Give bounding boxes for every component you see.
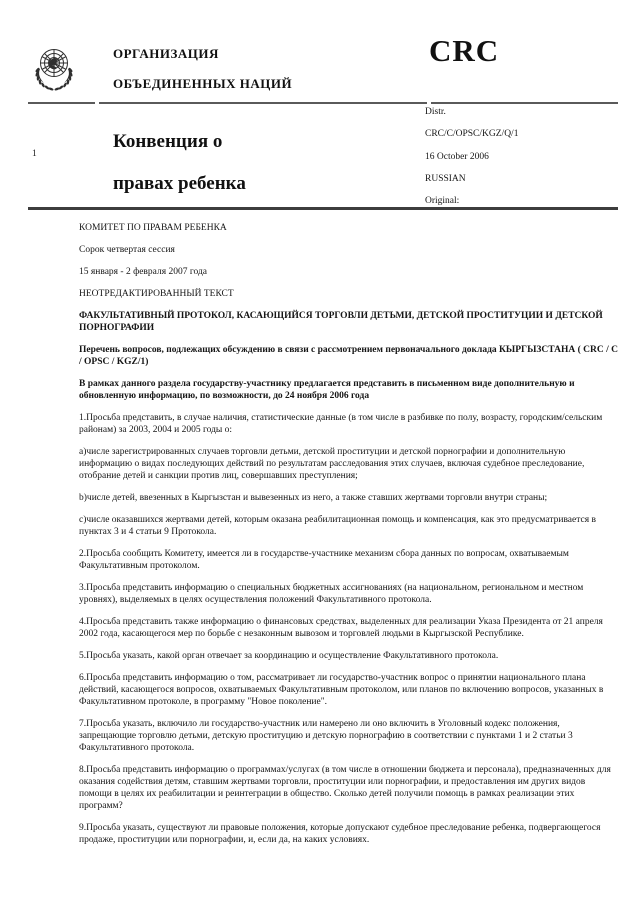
org-name-line2: ОБЪЕДИНЕННЫХ НАЦИЙ [113, 76, 293, 91]
header-rule-bottom [28, 207, 618, 210]
paragraph: 7.Просьба указать, включило ли государство-участник или намерено ли оно включить в Уголовный кодекс положения, запрещающие торговлю детьми, детскую проституцию и детскую порнографию в соответствии с пунктами 1 и 2 статьи 3 Факультативного протокола. [79, 719, 573, 753]
paragraph: 8.Просьба представить информацию о программах/услугах (в том числе в отношении бюджета и персонала), предназначенных для оказания содействия детям, ставшим жертвами торговли, проституции или порнографии, и предоставления им других видов помощи в целях их реабилитации и реинтеграции в общество. Сколько детей получили помощь в рамках реализации этих программ? [79, 765, 611, 811]
paragraph: В рамках данного раздела государству-участнику предлагается представить в письменном виде дополнительную и обновленную информацию, по возможности, до 24 ноября 2006 года [79, 379, 575, 401]
paragraph: Перечень вопросов, подлежащих обсуждению в связи с рассмотрением первоначального доклада КЫРГЫЗСТАНА ( CRC / C / OPSC / KGZ/1) [79, 345, 618, 367]
document-language: RUSSIAN [425, 174, 466, 184]
org-name-line1: ОРГАНИЗАЦИЯ [113, 46, 219, 61]
margin-page-number: 1 [32, 149, 37, 159]
document-body [79, 222, 619, 856]
paragraph: 2.Просьба сообщить Комитету, имеется ли в государстве-участнике механизм сбора данных по вопросам, охватываемым Факультативным протоколом. [79, 549, 569, 571]
paragraph: 9.Просьба указать, существуют ли правовые положения, которые допускают судебное преследование ребенка, подвергающегося продаже, проституции или порнографии, и, если да, на каких условиях. [79, 823, 601, 845]
convention-title-line2: правах ребенка [113, 173, 246, 194]
paragraph: 15 января - 2 февраля 2007 года [79, 267, 208, 277]
paragraph: b)числе детей, ввезенных в Кыргызстан и вывезенных из него, а также ставших жертвами торговли внутри страны; [79, 493, 548, 503]
paragraph: КОМИТЕТ ПО ПРАВАМ РЕБЕНКА [79, 223, 227, 233]
doc-symbol-large: CRC [429, 33, 500, 68]
paragraph: ФАКУЛЬТАТИВНЫЙ ПРОТОКОЛ, КАСАЮЩИЙСЯ ТОРГОВЛИ ДЕТЬМИ, ДЕТСКОЙ ПРОСТИТУЦИИ И ДЕТСКОЙ ПОРНОГРАФИИ [79, 311, 603, 333]
header-rule-top [28, 102, 618, 104]
paragraph: 5.Просьба указать, какой орган отвечает за координацию и осуществление Факультативного протокола. [79, 651, 499, 661]
paragraph: c)числе оказавшихся жертвами детей, которым оказана реабилитационная помощь и компенсация, как это предусматривается в пунктах 3 и 4 статьи 9 Протокола. [79, 515, 596, 537]
paragraph: 4.Просьба представить также информацию о финансовых средствах, выделенных для реализации Указа Президента от 21 апреля 2002 года, касающегося мер по борьбе с незаконным вывозом и торговлей людьми в Кыргызской Республике. [79, 617, 603, 639]
original-label: Original: [425, 196, 460, 206]
paragraph: 6.Просьба представить информацию о том, рассматривает ли государство-участник вопрос о принятии национального плана действий, касающегося вопросов, охватываемых Факультативным протоколом, или планов по включению вопросов, указанных в Факультативном протоколе, в программу "Новое поколение". [79, 673, 604, 707]
un-emblem-icon [32, 44, 76, 94]
paragraph: 1.Просьба представить, в случае наличия, статистические данные (в том числе в разбивке по полу, возрасту, городским/сельским районам) за 2003, 2004 и 2005 годы о: [79, 413, 603, 435]
paragraph: 3.Просьба представить информацию о специальных бюджетных ассигнованиях (на национальном, региональном и местном уровнях), выделяемых в целях осуществления положений Факультативного протокола. [79, 583, 584, 605]
paragraph: a)числе зарегистрированных случаев торговли детьми, детской проституции и детской порнографии и дополнительную информацию о видах последующих действий по результатам расследования этих случаев, включая судебное преследование, отобрание детей и санкции против лиц, совершавших преступления; [79, 447, 585, 481]
paragraph: НЕОТРЕДАКТИРОВАННЫЙ ТЕКСТ [79, 289, 234, 299]
document-symbol: CRC/C/OPSC/KGZ/Q/1 [425, 129, 519, 139]
convention-title-line1: Конвенция о [113, 131, 223, 152]
paragraph: Сорок четвертая сессия [79, 245, 175, 255]
distr-label: Distr. [425, 107, 446, 117]
document-date: 16 October 2006 [425, 152, 489, 162]
